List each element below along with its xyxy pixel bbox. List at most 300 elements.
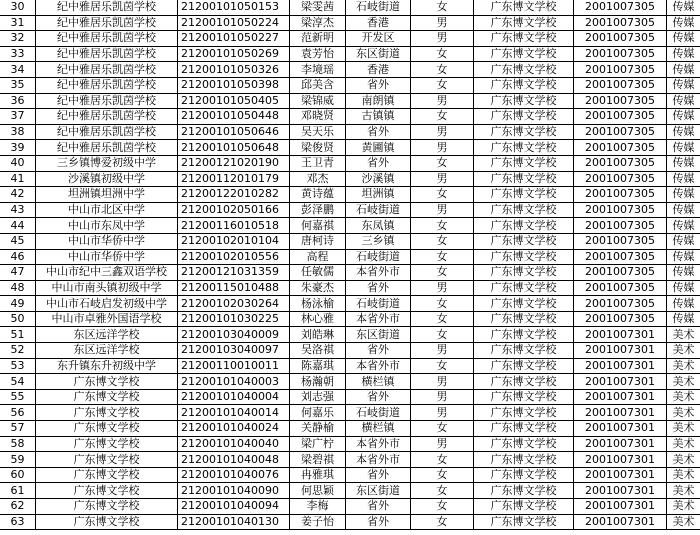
admitted-school-cell: 广东博文学校: [474, 343, 574, 359]
gender-cell: 女: [411, 109, 474, 125]
student-name-cell: 朱豪杰: [290, 280, 346, 296]
school-cell: 中山市石岐启发初级中学: [36, 296, 178, 312]
subject-cell: 美术: [667, 358, 700, 374]
area-cell: 黄圃镇: [346, 140, 411, 156]
row-number-cell: 62: [0, 499, 36, 515]
program-code-cell: 2001007301: [574, 358, 667, 374]
gender-cell: 男: [411, 405, 474, 421]
program-code-cell: 2001007301: [574, 483, 667, 499]
table-row: [0, 140, 700, 156]
candidate-id-cell: 21200102050166: [178, 202, 290, 218]
row-number-cell: 55: [0, 389, 36, 405]
student-name-cell: 姜子怡: [290, 514, 346, 530]
area-cell: 省外: [346, 499, 411, 515]
program-code-cell: 2001007301: [574, 467, 667, 483]
row-number-cell: 33: [0, 46, 36, 62]
school-cell: 广东博文学校: [36, 389, 178, 405]
school-cell: 三乡镇博爱初级中学: [36, 155, 178, 171]
row-number-cell: 30: [0, 0, 36, 15]
area-cell: 本省外市: [346, 358, 411, 374]
student-name-cell: 杨泳榆: [290, 296, 346, 312]
area-cell: 香港: [346, 62, 411, 78]
subject-cell: 美术: [667, 514, 700, 530]
row-number-cell: 40: [0, 155, 36, 171]
school-cell: 中山市南头镇初级中学: [36, 280, 178, 296]
area-cell: 省外: [346, 77, 411, 93]
subject-cell: 传媒: [667, 62, 700, 78]
row-number-cell: 63: [0, 514, 36, 530]
candidate-id-cell: 21200101050398: [178, 77, 290, 93]
gender-cell: 男: [411, 15, 474, 31]
area-cell: 沙溪镇: [346, 171, 411, 187]
row-number-cell: 35: [0, 77, 36, 93]
table-row: [0, 343, 700, 359]
area-cell: 省外: [346, 280, 411, 296]
gender-cell: 女: [411, 0, 474, 15]
table-row: [0, 202, 700, 218]
area-cell: 东区街道: [346, 327, 411, 343]
program-code-cell: 2001007305: [574, 265, 667, 281]
gender-cell: 男: [411, 140, 474, 156]
admitted-school-cell: 广东博文学校: [474, 467, 574, 483]
area-cell: 省外: [346, 343, 411, 359]
candidate-id-cell: 21200101040040: [178, 436, 290, 452]
gender-cell: 女: [411, 46, 474, 62]
area-cell: 古镇镇: [346, 109, 411, 125]
student-name-cell: 范新明: [290, 31, 346, 47]
gender-cell: 男: [411, 389, 474, 405]
admitted-school-cell: 广东博文学校: [474, 358, 574, 374]
program-code-cell: 2001007301: [574, 514, 667, 530]
candidate-id-cell: 21200121020190: [178, 155, 290, 171]
school-cell: 中山市北区中学: [36, 202, 178, 218]
gender-cell: 女: [411, 421, 474, 437]
candidate-id-cell: 21200102030264: [178, 296, 290, 312]
school-cell: 广东博文学校: [36, 421, 178, 437]
school-cell: 纪中雅居乐凯茵学校: [36, 0, 178, 15]
table-row: [0, 249, 700, 265]
school-cell: 坦洲镇坦洲中学: [36, 187, 178, 203]
student-name-cell: 邱美含: [290, 77, 346, 93]
table-row: [0, 311, 700, 327]
row-number-cell: 50: [0, 311, 36, 327]
row-number-cell: 37: [0, 109, 36, 125]
student-name-cell: 袁芳怡: [290, 46, 346, 62]
school-cell: 纪中雅居乐凯茵学校: [36, 31, 178, 47]
area-cell: 石岐街道: [346, 296, 411, 312]
subject-cell: 美术: [667, 452, 700, 468]
school-cell: 广东博文学校: [36, 405, 178, 421]
table-row: [0, 389, 700, 405]
area-cell: 东区街道: [346, 483, 411, 499]
admitted-school-cell: 广东博文学校: [474, 171, 574, 187]
candidate-id-cell: 21200103040009: [178, 327, 290, 343]
row-number-cell: 45: [0, 233, 36, 249]
table-row: [0, 436, 700, 452]
admitted-school-cell: 广东博文学校: [474, 124, 574, 140]
admitted-school-cell: 广东博文学校: [474, 187, 574, 203]
subject-cell: 传媒: [667, 249, 700, 265]
gender-cell: 女: [411, 514, 474, 530]
row-number-cell: 31: [0, 15, 36, 31]
area-cell: 东凤镇: [346, 218, 411, 234]
student-name-cell: 高程: [290, 249, 346, 265]
area-cell: 省外: [346, 467, 411, 483]
admitted-school-cell: 广东博文学校: [474, 327, 574, 343]
program-code-cell: 2001007305: [574, 46, 667, 62]
gender-cell: 女: [411, 327, 474, 343]
candidate-id-cell: 21200122010282: [178, 187, 290, 203]
subject-cell: 传媒: [667, 15, 700, 31]
table-row: [0, 171, 700, 187]
admitted-school-cell: 广东博文学校: [474, 499, 574, 515]
school-cell: 中山市卓雅外国语学校: [36, 311, 178, 327]
gender-cell: 男: [411, 171, 474, 187]
student-name-cell: 梁锦威: [290, 93, 346, 109]
school-cell: 纪中雅居乐凯茵学校: [36, 109, 178, 125]
subject-cell: 传媒: [667, 187, 700, 203]
school-cell: 纪中雅居乐凯茵学校: [36, 77, 178, 93]
candidate-id-cell: 21200101040048: [178, 452, 290, 468]
school-cell: 中山市纪中三鑫双语学校: [36, 265, 178, 281]
program-code-cell: 2001007305: [574, 62, 667, 78]
admitted-school-cell: 广东博文学校: [474, 0, 574, 15]
program-code-cell: 2001007305: [574, 93, 667, 109]
admitted-school-cell: 广东博文学校: [474, 155, 574, 171]
subject-cell: 传媒: [667, 93, 700, 109]
candidate-id-cell: 21200116010518: [178, 218, 290, 234]
table-row: [0, 0, 700, 15]
row-number-cell: 58: [0, 436, 36, 452]
student-name-cell: 吴洛祺: [290, 343, 346, 359]
subject-cell: 传媒: [667, 77, 700, 93]
program-code-cell: 2001007305: [574, 155, 667, 171]
candidate-id-cell: 21200101040094: [178, 499, 290, 515]
candidate-id-cell: 21200101040004: [178, 389, 290, 405]
program-code-cell: 2001007301: [574, 374, 667, 390]
candidate-id-cell: 21200101050224: [178, 15, 290, 31]
admitted-school-cell: 广东博文学校: [474, 15, 574, 31]
subject-cell: 美术: [667, 343, 700, 359]
area-cell: 本省外市: [346, 452, 411, 468]
program-code-cell: 2001007301: [574, 405, 667, 421]
program-code-cell: 2001007305: [574, 311, 667, 327]
school-cell: 广东博文学校: [36, 483, 178, 499]
candidate-id-cell: 21200101050405: [178, 93, 290, 109]
program-code-cell: 2001007301: [574, 499, 667, 515]
gender-cell: 女: [411, 311, 474, 327]
gender-cell: 女: [411, 358, 474, 374]
table-row: [0, 467, 700, 483]
table-row: [0, 109, 700, 125]
admitted-school-cell: 广东博文学校: [474, 374, 574, 390]
school-cell: 中山市华侨中学: [36, 249, 178, 265]
candidate-id-cell: 21200101040003: [178, 374, 290, 390]
school-cell: 沙溪镇初级中学: [36, 171, 178, 187]
gender-cell: 女: [411, 249, 474, 265]
table-row: [0, 218, 700, 234]
program-code-cell: 2001007305: [574, 218, 667, 234]
subject-cell: 传媒: [667, 124, 700, 140]
program-code-cell: 2001007305: [574, 140, 667, 156]
program-code-cell: 2001007305: [574, 0, 667, 15]
area-cell: 本省外市: [346, 311, 411, 327]
school-cell: 中山市东凤中学: [36, 218, 178, 234]
table-row: [0, 514, 700, 530]
area-cell: 石岐街道: [346, 0, 411, 15]
school-cell: 纪中雅居乐凯茵学校: [36, 46, 178, 62]
gender-cell: 男: [411, 93, 474, 109]
candidate-id-cell: 21200103040097: [178, 343, 290, 359]
subject-cell: 传媒: [667, 140, 700, 156]
row-number-cell: 52: [0, 343, 36, 359]
row-number-cell: 59: [0, 452, 36, 468]
gender-cell: 男: [411, 436, 474, 452]
program-code-cell: 2001007305: [574, 77, 667, 93]
student-name-cell: 李境瑶: [290, 62, 346, 78]
table-row: [0, 358, 700, 374]
student-name-cell: 邓晓贤: [290, 109, 346, 125]
school-cell: 广东博文学校: [36, 467, 178, 483]
school-cell: 广东博文学校: [36, 374, 178, 390]
table-row: [0, 46, 700, 62]
program-code-cell: 2001007305: [574, 124, 667, 140]
subject-cell: 传媒: [667, 171, 700, 187]
area-cell: 省外: [346, 389, 411, 405]
table-row: [0, 155, 700, 171]
gender-cell: 女: [411, 265, 474, 281]
student-name-cell: 梁雯茜: [290, 0, 346, 15]
subject-cell: 美术: [667, 327, 700, 343]
candidate-id-cell: 21200102010556: [178, 249, 290, 265]
candidate-id-cell: 21200101050269: [178, 46, 290, 62]
program-code-cell: 2001007305: [574, 202, 667, 218]
area-cell: 省外: [346, 155, 411, 171]
program-code-cell: 2001007305: [574, 249, 667, 265]
table-row: [0, 405, 700, 421]
row-number-cell: 53: [0, 358, 36, 374]
school-cell: 纪中雅居乐凯茵学校: [36, 62, 178, 78]
area-cell: 横栏镇: [346, 421, 411, 437]
area-cell: 省外: [346, 514, 411, 530]
program-code-cell: 2001007305: [574, 109, 667, 125]
gender-cell: 女: [411, 77, 474, 93]
gender-cell: 男: [411, 31, 474, 47]
student-name-cell: 陈嘉琪: [290, 358, 346, 374]
subject-cell: 美术: [667, 436, 700, 452]
school-cell: 广东博文学校: [36, 499, 178, 515]
gender-cell: 女: [411, 218, 474, 234]
candidate-id-cell: 21200101050227: [178, 31, 290, 47]
school-cell: 纪中雅居乐凯茵学校: [36, 93, 178, 109]
school-cell: 广东博文学校: [36, 452, 178, 468]
student-name-cell: 何思颖: [290, 483, 346, 499]
admitted-school-cell: 广东博文学校: [474, 296, 574, 312]
candidate-id-cell: 21200101040090: [178, 483, 290, 499]
student-name-cell: 梁淳杰: [290, 15, 346, 31]
subject-cell: 传媒: [667, 280, 700, 296]
program-code-cell: 2001007305: [574, 296, 667, 312]
area-cell: 横栏镇: [346, 374, 411, 390]
subject-cell: 美术: [667, 467, 700, 483]
student-name-cell: 王卫青: [290, 155, 346, 171]
subject-cell: 传媒: [667, 31, 700, 47]
subject-cell: 美术: [667, 374, 700, 390]
school-cell: 纪中雅居乐凯茵学校: [36, 140, 178, 156]
area-cell: 三乡镇: [346, 233, 411, 249]
table-row: [0, 327, 700, 343]
candidate-id-cell: 21200112010179: [178, 171, 290, 187]
row-number-cell: 44: [0, 218, 36, 234]
area-cell: 石岐街道: [346, 249, 411, 265]
admitted-school-cell: 广东博文学校: [474, 452, 574, 468]
student-name-cell: 冉雅琪: [290, 467, 346, 483]
school-cell: 东升镇东升初级中学: [36, 358, 178, 374]
table-row: [0, 374, 700, 390]
gender-cell: 男: [411, 202, 474, 218]
admitted-school-cell: 广东博文学校: [474, 109, 574, 125]
admitted-school-cell: 广东博文学校: [474, 405, 574, 421]
table-row: [0, 421, 700, 437]
candidate-id-cell: 21200101050448: [178, 109, 290, 125]
subject-cell: 美术: [667, 483, 700, 499]
subject-cell: 美术: [667, 389, 700, 405]
student-name-cell: 黄诗蕴: [290, 187, 346, 203]
gender-cell: 男: [411, 124, 474, 140]
table-row: [0, 31, 700, 47]
table-row: [0, 187, 700, 203]
row-number-cell: 34: [0, 62, 36, 78]
table-row: [0, 296, 700, 312]
program-code-cell: 2001007305: [574, 280, 667, 296]
table-row: [0, 499, 700, 515]
gender-cell: 男: [411, 374, 474, 390]
row-number-cell: 47: [0, 265, 36, 281]
subject-cell: 传媒: [667, 233, 700, 249]
program-code-cell: 2001007301: [574, 436, 667, 452]
table-row: [0, 280, 700, 296]
row-number-cell: 42: [0, 187, 36, 203]
program-code-cell: 2001007305: [574, 31, 667, 47]
table-row: [0, 124, 700, 140]
table-row: [0, 15, 700, 31]
table-row: [0, 483, 700, 499]
candidate-id-cell: 21200110010011: [178, 358, 290, 374]
row-number-cell: 41: [0, 171, 36, 187]
candidate-id-cell: 21200101040014: [178, 405, 290, 421]
subject-cell: 传媒: [667, 265, 700, 281]
subject-cell: 传媒: [667, 311, 700, 327]
row-number-cell: 49: [0, 296, 36, 312]
program-code-cell: 2001007301: [574, 421, 667, 437]
admitted-school-cell: 广东博文学校: [474, 249, 574, 265]
program-code-cell: 2001007305: [574, 233, 667, 249]
subject-cell: 传媒: [667, 218, 700, 234]
table-row: [0, 77, 700, 93]
admitted-school-cell: 广东博文学校: [474, 140, 574, 156]
subject-cell: 传媒: [667, 296, 700, 312]
program-code-cell: 2001007305: [574, 171, 667, 187]
subject-cell: 美术: [667, 405, 700, 421]
candidate-id-cell: 21200101040076: [178, 467, 290, 483]
school-cell: 纪中雅居乐凯茵学校: [36, 124, 178, 140]
candidate-id-cell: 21200101040024: [178, 421, 290, 437]
gender-cell: 女: [411, 483, 474, 499]
gender-cell: 男: [411, 343, 474, 359]
area-cell: 坦洲镇: [346, 187, 411, 203]
student-name-cell: 何嘉乐: [290, 405, 346, 421]
area-cell: 香港: [346, 15, 411, 31]
subject-cell: 美术: [667, 421, 700, 437]
school-cell: 广东博文学校: [36, 436, 178, 452]
gender-cell: 女: [411, 296, 474, 312]
student-name-cell: 关静榆: [290, 421, 346, 437]
table-row: [0, 62, 700, 78]
candidate-id-cell: 21200101040130: [178, 514, 290, 530]
program-code-cell: 2001007301: [574, 452, 667, 468]
school-cell: 纪中雅居乐凯茵学校: [36, 15, 178, 31]
admitted-school-cell: 广东博文学校: [474, 436, 574, 452]
student-name-cell: 何嘉祺: [290, 218, 346, 234]
student-name-cell: 梁俊贤: [290, 140, 346, 156]
row-number-cell: 56: [0, 405, 36, 421]
candidate-id-cell: 21200102010104: [178, 233, 290, 249]
student-name-cell: 任敏儒: [290, 265, 346, 281]
student-name-cell: 唐柯诗: [290, 233, 346, 249]
admitted-school-cell: 广东博文学校: [474, 280, 574, 296]
student-name-cell: 彭泽鹏: [290, 202, 346, 218]
row-number-cell: 51: [0, 327, 36, 343]
table-row: [0, 265, 700, 281]
area-cell: 南朗镇: [346, 93, 411, 109]
candidate-id-cell: 21200101050153: [178, 0, 290, 15]
gender-cell: 男: [411, 280, 474, 296]
student-name-cell: 刘志强: [290, 389, 346, 405]
subject-cell: 传媒: [667, 109, 700, 125]
candidate-id-cell: 21200101030225: [178, 311, 290, 327]
student-name-cell: 林心雅: [290, 311, 346, 327]
admitted-school-cell: 广东博文学校: [474, 77, 574, 93]
school-cell: 东区远洋学校: [36, 327, 178, 343]
row-number-cell: 60: [0, 467, 36, 483]
program-code-cell: 2001007301: [574, 389, 667, 405]
row-number-cell: 39: [0, 140, 36, 156]
area-cell: 本省外市: [346, 265, 411, 281]
subject-cell: 传媒: [667, 46, 700, 62]
school-cell: 广东博文学校: [36, 514, 178, 530]
candidate-id-cell: 21200101050646: [178, 124, 290, 140]
admitted-school-cell: 广东博文学校: [474, 218, 574, 234]
admitted-school-cell: 广东博文学校: [474, 311, 574, 327]
admitted-school-cell: 广东博文学校: [474, 514, 574, 530]
row-number-cell: 46: [0, 249, 36, 265]
gender-cell: 女: [411, 62, 474, 78]
candidate-id-cell: 21200101050326: [178, 62, 290, 78]
gender-cell: 女: [411, 452, 474, 468]
area-cell: 开发区: [346, 31, 411, 47]
gender-cell: 女: [411, 233, 474, 249]
student-name-cell: 邓杰: [290, 171, 346, 187]
school-cell: 东区远洋学校: [36, 343, 178, 359]
admitted-school-cell: 广东博文学校: [474, 93, 574, 109]
admitted-school-cell: 广东博文学校: [474, 421, 574, 437]
admitted-school-cell: 广东博文学校: [474, 46, 574, 62]
candidate-id-cell: 21200121031359: [178, 265, 290, 281]
gender-cell: 女: [411, 467, 474, 483]
admitted-school-cell: 广东博文学校: [474, 483, 574, 499]
row-number-cell: 43: [0, 202, 36, 218]
area-cell: 本省外市: [346, 436, 411, 452]
